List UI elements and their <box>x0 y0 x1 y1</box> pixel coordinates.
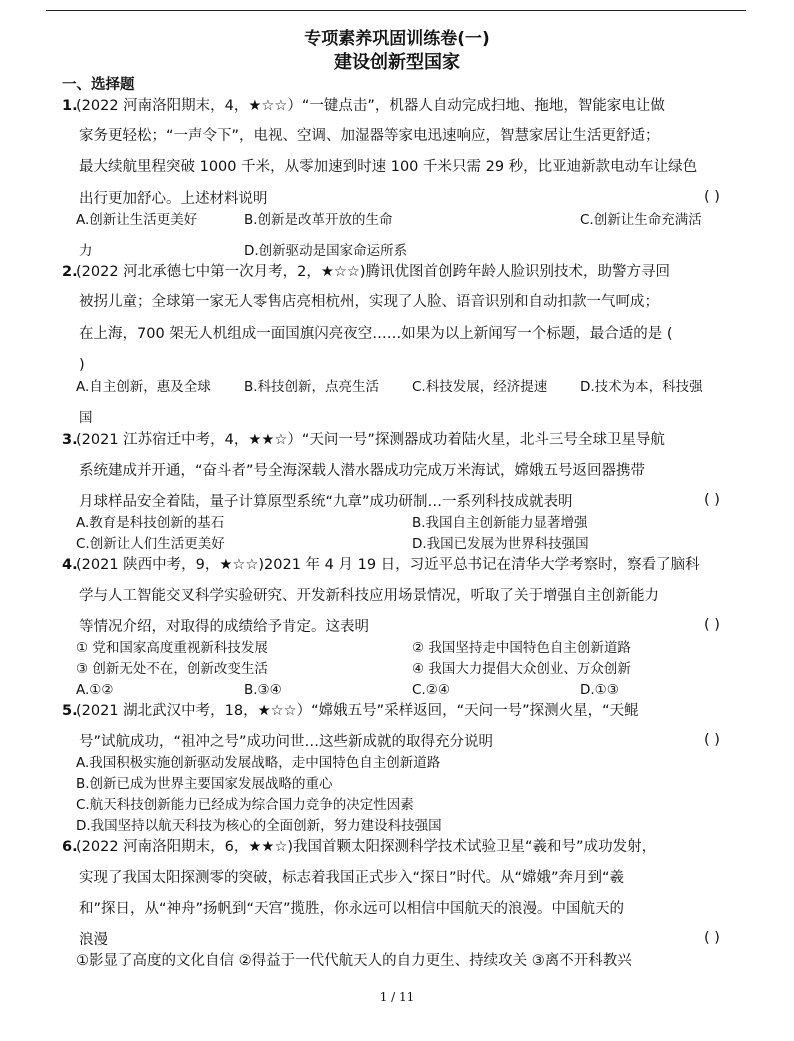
q1-option: D.创新驱动是国家命运所系 <box>244 243 408 259</box>
q3-option: C.创新让人们生活更美好 <box>76 536 225 552</box>
top-rule <box>46 10 746 11</box>
q3-option: B.我国自主创新能力显著增强 <box>412 515 588 531</box>
q2-option: A.自主创新，惠及全球 <box>76 379 211 395</box>
q2-line: 在上海，700 架无人机组成一面国旗闪亮夜空……如果为以上新闻写一个标题，最合适的是 ( <box>79 326 673 342</box>
section-heading: 一、选择题 <box>62 77 135 93</box>
q4-option: C.②④ <box>412 682 450 698</box>
q1-line: 家务更轻松；“一声令下”，电视、空调、加湿器等家电迅速响应，智慧家居让生活更舒适； <box>79 128 660 144</box>
answer-bracket: ( ) <box>704 617 720 633</box>
q2-option: C.科技发展，经济提速 <box>412 379 548 395</box>
q5-option: B.创新已成为世界主要国家发展战略的重心 <box>76 776 333 792</box>
q1-option: A.创新让生活更美好 <box>76 212 198 228</box>
q2-option: B.科技创新，点亮生活 <box>244 379 380 395</box>
answer-bracket: ( ) <box>704 189 720 205</box>
q4-option: D.①③ <box>580 682 619 698</box>
q2-line: ) <box>79 357 85 373</box>
q6-line: 浪漫 <box>79 932 108 948</box>
q2-line: (2022 河北承德七中第一次月考，2，★☆☆)腾讯优图首创跨年龄人脸识别技术，助警方寻回 <box>76 264 671 280</box>
question-6-number: 6. <box>62 839 78 855</box>
q3-line: (2021 江苏宿迁中考，4，★★☆）“天问一号”探测器成功着陆火星，北斗三号全球卫星导航 <box>76 432 665 448</box>
q1-line: 出行更加舒心。上述材料说明 <box>79 191 268 207</box>
q1-line: (2022 河南洛阳期末，4，★☆☆）“一键点击”，机器人自动完成扫地、拖地，智能家电让做 <box>76 98 665 114</box>
q1-option: 力 <box>79 243 93 259</box>
q5-line: (2021 湖北武汉中考，18，★☆☆）“嫦娥五号”采样返回，“天问一号”探测火星，“天鲲 <box>76 703 639 719</box>
q3-option: D.我国已发展为世界科技强国 <box>412 536 589 552</box>
question-1-number: 1. <box>62 98 78 114</box>
page-number: 1 / 11 <box>379 990 415 1004</box>
q2-line: 被拐儿童；全球第一家无人零售店亮相杭州，实现了人脸、语音识别和自动扣款一气呵成； <box>79 294 659 310</box>
q6-line: ①影显了高度的文化自信 ②得益于一代代航天人的自力更生、持续攻关 ③离不开科教兴 <box>76 953 632 969</box>
q4-option: A.①② <box>76 682 114 698</box>
q3-option: A.教育是科技创新的基石 <box>76 515 225 531</box>
q4-statement: ② 我国坚持走中国特色自主创新道路 <box>412 640 631 656</box>
answer-bracket: ( ) <box>704 492 720 508</box>
q2-option: D.技术为本，科技强 <box>580 379 703 395</box>
question-4-number: 4. <box>62 557 78 573</box>
q4-line: 等情况介绍，对取得的成绩给予肯定。这表明 <box>79 619 369 635</box>
page-subtitle: 建设创新型国家 <box>334 52 460 73</box>
answer-bracket: ( ) <box>704 930 720 946</box>
q6-line: 实现了我国太阳探测零的突破，标志着我国正式步入“探日”时代。从“嫦娥”奔月到“羲 <box>79 870 625 886</box>
q5-line: 号”试航成功，“祖冲之号”成功问世…这些新成就的取得充分说明 <box>79 734 494 750</box>
q1-option: B.创新是改革开放的生命 <box>244 212 393 228</box>
question-3-number: 3. <box>62 432 78 448</box>
q4-line: (2021 陕西中考，9，★☆☆)2021 年 4 月 19 日，习近平总书记在清华大学考察时，察看了脑科 <box>76 557 700 573</box>
q4-statement: ① 党和国家高度重视新科技发展 <box>76 640 268 656</box>
q4-line: 学与人工智能交叉科学实验研究、开发新科技应用场景情况，听取了关于增强自主创新能力 <box>79 588 659 604</box>
question-5-number: 5. <box>62 703 78 719</box>
q4-statement: ③ 创新无处不在，创新改变生活 <box>76 661 268 677</box>
q4-option: B.③④ <box>244 682 282 698</box>
q5-option: A.我国积极实施创新驱动发展战略，走中国特色自主创新道路 <box>76 755 441 771</box>
q2-option: 国 <box>79 410 93 426</box>
q3-line: 系统建成并开通，“奋斗者”号全海深载人潜水器成功完成万米海试，嫦娥五号返回器携带 <box>79 463 646 479</box>
q3-line: 月球样品安全着陆，量子计算原型系统“九章”成功研制…一系列科技成就表明 <box>79 494 573 510</box>
q6-line: (2022 河南洛阳期末，6，★★☆)我国首颗太阳探测科学技术试验卫星“羲和号”成功发射， <box>76 839 657 855</box>
q5-option: D.我国坚持以航天科技为核心的全面创新，努力建设科技强国 <box>76 818 442 834</box>
q5-option: C.航天科技创新能力已经成为综合国力竞争的决定性因素 <box>76 797 414 813</box>
q6-line: 和”探日，从“神舟”扬帆到“天宫”揽胜，你永远可以相信中国航天的浪漫。中国航天的 <box>79 901 625 917</box>
answer-bracket: ( ) <box>704 732 720 748</box>
q1-line: 最大续航里程突破 1000 千米，从零加速到时速 100 千米只需 29 秒，比亚迪新款电动车让绿色 <box>79 159 698 175</box>
q1-option: C.创新让生命充满活 <box>580 212 702 228</box>
q4-statement: ④ 我国大力提倡大众创业、万众创新 <box>412 661 631 677</box>
question-2-number: 2. <box>62 264 78 280</box>
page-title: 专项素养巩固训练卷(一) <box>304 29 490 49</box>
